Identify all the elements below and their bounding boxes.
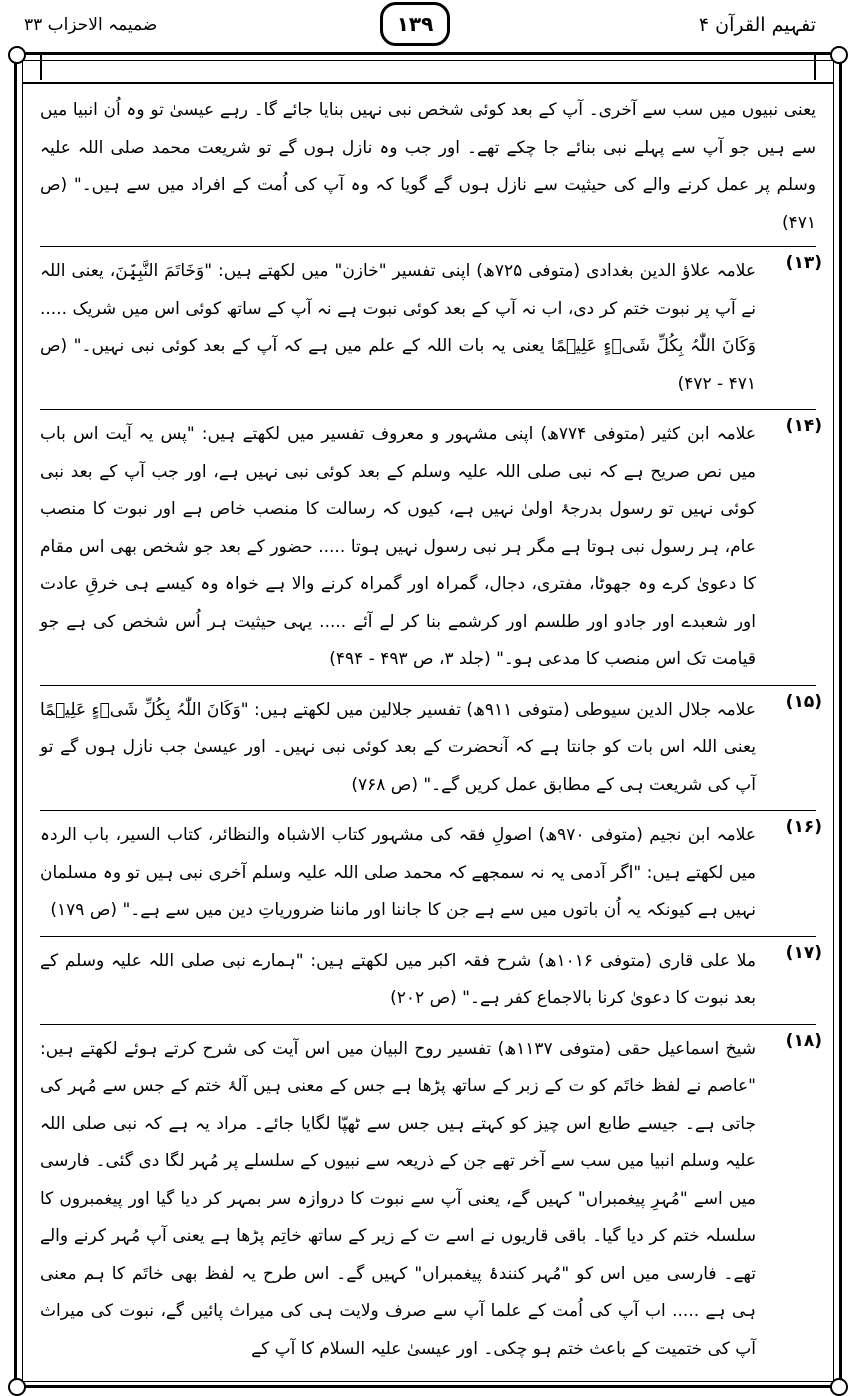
entry-number: (۱۴) <box>785 416 822 436</box>
entry-text: شیخ اسماعیل حقی (متوفی ۱۱۳۷ھ) تفسیر روح البیان میں اس آیت کی شرح کرتے ہوئے لکھتے ہیں: "عاصم نے لفظ خاتَم کو ت کے زبر کے ساتھ پڑھا ہے جس کے معنی ہیں آلۂ ختم کے جس سے مُہر کی جاتی ہے۔ جیسے طابع اس چیز کو کہتے ہیں جس سے ٹھپّا لگایا جائے۔ مراد یہ ہے کہ نبی صلی اللہ علیہ وسلم انبیا میں سب سے آخر تھے جن کے ذریعہ سے نبیوں کے سلسلے پر مُہر لگا دی گئی۔ فارسی میں اسے "مُہرِ پیغمبراں" کہیں گے، یعنی آپ سے نبوت کا دروازہ سر بمہر کر دیا گیا اور پیغمبروں کا سلسلہ ختم کر دیا گیا۔ باقی قاریوں نے اسے ت کے زیر کے ساتھ خاتِم پڑھا ہے یعنی آپ مُہر کرنے والے تھے۔ فارسی میں اس کو "مُہر کنندۂ پیغمبراں" کہیں گے۔ اس طرح یہ لفظ بھی خاتَم کا ہم معنی ہی ہے ..... اب آپ کی اُمت کے علما آپ سے صرف ولایت ہی کی میراث پائیں گے، نبوت کی میراث آپ کی ختمیت کے باعث ختم ہو چکی۔ اور عیسیٰ علیہ السلام کا آپ کے <box>40 1038 756 1359</box>
entry-text: علامہ جلال الدین سیوطی (متوفی ۹۱۱ھ) تفسیر جلالین میں لکھتے ہیں: "وَکَانَ اللّٰہُ بِکُلِّ شَیۡءٍ عَلِیۡمًا یعنی اللہ اس بات کو جانتا ہے کہ آنحضرت کے بعد کوئی نبی نہیں۔ اور عیسیٰ جب نازل ہوں گے تو آپ کی شریعت ہی کے مطابق عمل کریں گے۔" (ص ۷۶۸) <box>40 699 757 795</box>
corner-ornament <box>830 46 848 64</box>
divider <box>40 246 816 247</box>
entry-number: (۱۸) <box>785 1030 822 1051</box>
entry-number: (۱۳) <box>785 253 822 273</box>
entry-text: ملا علی قاری (متوفی ۱۰۱۶ھ) شرح فقہ اکبر میں لکھتے ہیں: "ہمارے نبی صلی اللہ علیہ وسلم کے بعد نبوت کا دعویٰ کرنا بالاجماع کفر ہے۔" (ص ۲۰۲) <box>40 950 757 1008</box>
divider <box>40 685 816 686</box>
section-title: ضمیمہ الاحزاب ۳۳ <box>24 15 158 35</box>
entry-number: (۱۷) <box>785 942 822 963</box>
divider <box>40 936 816 937</box>
divider <box>40 810 816 811</box>
page-body <box>40 92 822 1382</box>
ornament-tick <box>40 52 42 80</box>
entry-16 <box>40 817 822 930</box>
entry-text: علامہ ابن کثیر (متوفی ۷۷۴ھ) اپنی مشہور و معروف تفسیر میں لکھتے ہیں: "پس یہ آیت اس باب میں نص صریح ہے کہ نبی صلی اللہ علیہ وسلم کے بعد کوئی نبی نہیں ہے، اور جب آپ کے بعد نبی کوئی نہیں تو رسول بدرجۂ اولیٰ نہیں ہے، کیوں کہ رسالت کا منصب خاص ہے اور نبوت کا منصب عام، ہر رسول نبی ہوتا ہے مگر ہر نبی رسول نہیں ہوتا ..... حضور کے بعد جو شخص بھی اس مقام کا دعویٰ کرے وہ جھوٹا، مفتری، دجال، گمراہ اور گمراہ کرنے والا ہے خواہ وہ کیسے ہی خرقِ عادت اور شعبدے اور جادو اور طلسم اور کرشمے بنا کر لے آئے ..... یہی حیثیت ہر اُس شخص کی ہے جو قیامت تک اس منصب کا مدعی ہو۔" (جلد ۳، ص ۴۹۳ - ۴۹۴) <box>40 424 756 669</box>
page-number-badge <box>380 2 450 46</box>
entry-13 <box>40 253 822 403</box>
page-number: ۱۳۹ <box>396 12 434 36</box>
entry-text: علامہ علاؤ الدین بغدادی (متوفی ۷۲۵ھ) اپنی تفسیر "خازن" میں لکھتے ہیں: "وَخَاتَمَ النَّبِیّٖنَ، یعنی اللہ نے آپ پر نبوت ختم کر دی، اب نہ آپ کے بعد کوئی نبوت ہے نہ آپ کے ساتھ کوئی اس میں شریک ..... وَکَانَ اللّٰہُ بِکُلِّ شَیۡءٍ عَلِیۡمًا یعنی یہ بات اللہ کے علم میں ہے کہ آپ کے بعد کوئی نبی نہیں۔" (ص ۴۷۱ - ۴۷۲) <box>40 261 756 394</box>
entry-17 <box>40 942 822 1018</box>
book-title: تفہیم القرآن ۴ <box>698 14 816 36</box>
divider <box>40 409 816 410</box>
top-ornament-bar <box>22 82 834 84</box>
entry-14 <box>40 416 822 679</box>
corner-ornament <box>8 46 26 64</box>
corner-ornament <box>8 1378 26 1396</box>
intro-paragraph: یعنی نبیوں میں سب سے آخری۔ آپ کے بعد کوئی شخص نبی نہیں بنایا جائے گا۔ رہے عیسیٰ تو وہ اُن انبیا میں سے ہیں جو آپ سے پہلے نبی بنائے جا چکے تھے۔ اور جب وہ نازل ہوں گے تو شریعت محمد صلی اللہ علیہ وسلم پر عمل کرنے والے کی حیثیت سے نازل ہوں گے گویا کہ وہ آپ کی اُمت کے افراد میں سے ہیں۔" (ص ۴۷۱) <box>40 100 816 233</box>
divider <box>40 1024 816 1025</box>
corner-ornament <box>830 1378 848 1396</box>
entry-number: (۱۵) <box>785 691 822 712</box>
entry-number: (۱۶) <box>785 817 822 837</box>
entry-text: علامہ ابن نجیم (متوفی ۹۷۰ھ) اصولِ فقہ کی مشہور کتاب الاشباہ والنظائر، کتاب السیر، باب الردہ میں لکھتے ہیں: "اگر آدمی یہ نہ سمجھے کہ محمد صلی اللہ علیہ وسلم آخری نبی ہیں تو وہ مسلمان نہیں ہے کیونکہ یہ اُن باتوں میں سے ہے جن کا جاننا اور ماننا ضروریاتِ دین میں سے ہے۔" (ص ۱۷۹) <box>40 825 756 920</box>
entry-15 <box>40 691 822 805</box>
entry-18 <box>40 1030 822 1369</box>
ornament-tick <box>814 52 816 80</box>
